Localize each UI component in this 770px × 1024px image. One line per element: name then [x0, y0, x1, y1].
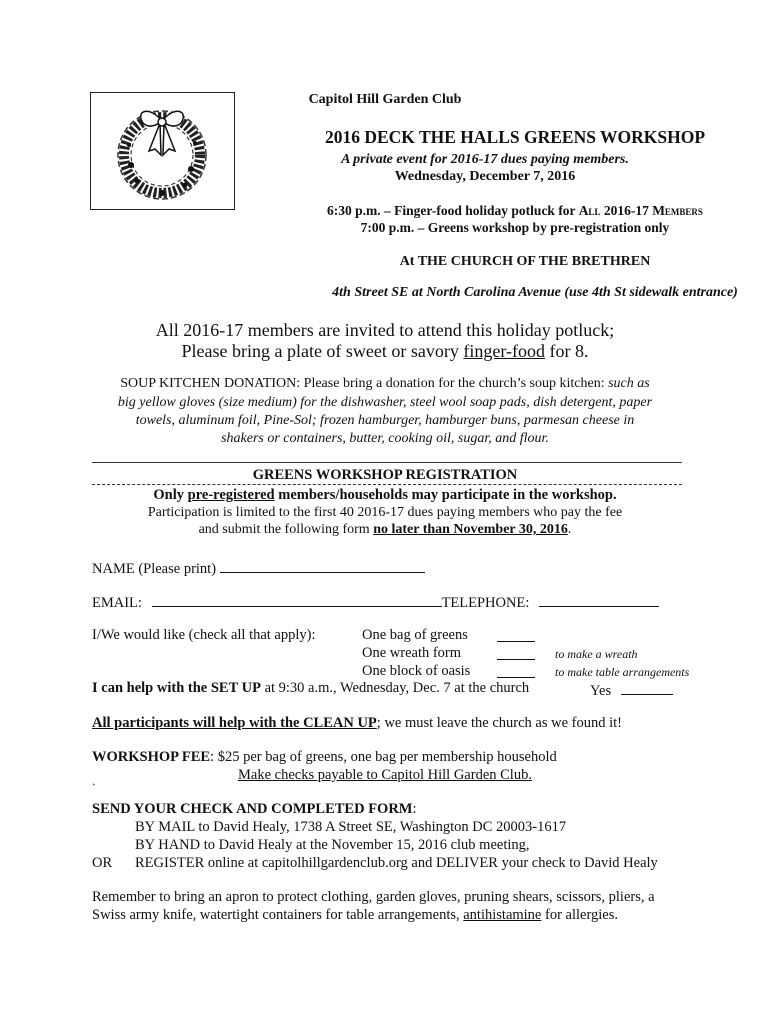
members-text: members/households may participate in the workshop. — [274, 487, 617, 503]
divider-top — [92, 462, 682, 463]
deadline-text: no later than November 30, 2016 — [373, 522, 568, 537]
venue-name: At THE CHURCH OF THE BRETHREN — [399, 254, 651, 269]
reminder-antihistamine: antihistamine — [463, 907, 542, 923]
send-by-mail: BY MAIL to David Healy, 1738 A Street SE, Washington DC 20003-1617 — [135, 819, 567, 835]
setup-yes-row — [590, 680, 673, 700]
donation-line-3: towels, aluminum foil, Pine-Sol; frozen hamburger, hamburger buns, parmesan cheese in — [135, 413, 635, 428]
telephone-label: TELEPHONE: — [441, 595, 530, 611]
wreath-logo — [90, 92, 235, 210]
schedule-line-1 — [130, 203, 770, 219]
option-greens: One bag of greens — [362, 627, 468, 643]
cleanup-row — [92, 715, 622, 732]
donation-such-as: such as — [608, 376, 650, 391]
invite-text-a: Please bring a plate of sweet or savory — [181, 341, 464, 361]
send-heading-colon: : — [412, 801, 417, 817]
invite-line-1: All 2016-17 members are invited to attend this holiday potluck; — [155, 320, 615, 340]
page-title: 2016 DECK THE HALLS GREENS WORKSHOP — [324, 127, 706, 147]
donation-line-1 — [0, 376, 770, 392]
submit-text: and submit the following form — [198, 522, 374, 537]
name-row — [92, 558, 425, 578]
schedule-line-1-members: All 2016-17 Members — [578, 203, 703, 218]
divider-bottom — [92, 484, 682, 485]
only-text: Only — [153, 487, 188, 503]
email-field[interactable] — [152, 592, 442, 607]
cleanup-label: All participants will help with the CLEAN UP — [92, 715, 377, 731]
cleanup-text: ; we must leave the church as we found it! — [376, 715, 623, 731]
setup-yes-field[interactable] — [621, 680, 673, 695]
setup-row — [92, 680, 529, 697]
option-oasis: One block of oasis — [362, 663, 471, 679]
preregistered-text: pre-registered — [187, 487, 275, 503]
email-label: EMAIL: — [92, 595, 142, 611]
name-label: NAME (Please print) — [92, 561, 217, 577]
submit-deadline — [0, 522, 770, 538]
wreath-icon — [91, 93, 234, 209]
schedule-line-1-text: 6:30 p.m. – Finger-food holiday potluck for — [327, 203, 579, 218]
stray-mark: ` — [92, 781, 96, 795]
reminder-line-2 — [92, 907, 618, 924]
registration-heading: GREENS WORKSHOP REGISTRATION — [252, 467, 518, 483]
reminder-text-c: for allergies. — [541, 907, 619, 923]
subtitle: A private event for 2016-17 dues paying members. — [341, 152, 629, 167]
fee-text: : $25 per bag of greens, one bag per membership household — [210, 749, 557, 765]
option-oasis-note: to make table arrangements — [555, 665, 690, 679]
send-or: OR — [92, 855, 113, 871]
donation-label: SOUP KITCHEN DONATION: Please bring a donation for the church’s soup kitchen: — [120, 376, 609, 391]
option-wreath: One wreath form — [362, 645, 462, 661]
option-oasis-checkbox[interactable] — [497, 663, 535, 678]
invite-text-c: for 8. — [545, 341, 589, 361]
check-label: I/We would like (check all that apply): — [92, 627, 316, 643]
club-name: Capitol Hill Garden Club — [308, 92, 462, 107]
telephone-field[interactable] — [539, 592, 659, 607]
donation-line-4: shakers or containers, butter, cooking oil, sugar, and flour. — [221, 431, 549, 446]
reminder-line-1: Remember to bring an apron to protect clothing, garden gloves, pruning shears, scissors, pliers, a — [92, 889, 655, 905]
invite-finger-food: finger-food — [463, 341, 546, 361]
setup-text: at 9:30 a.m., Wednesday, Dec. 7 at the church — [260, 680, 530, 696]
fee-row — [92, 749, 557, 766]
fee-label: WORKSHOP FEE — [92, 749, 211, 765]
name-field[interactable] — [220, 558, 425, 573]
setup-label: I can help with the SET UP — [92, 680, 261, 696]
checks-payable: Make checks payable to Capitol Hill Garden Club. — [238, 767, 532, 783]
preregistered-notice — [0, 487, 770, 504]
participation-limit: Participation is limited to the first 40 2016-17 dues paying members who pay the fee — [147, 505, 623, 520]
event-date: Wednesday, December 7, 2016 — [394, 169, 576, 184]
reminder-text-a: Swiss army knife, watertight containers for table arrangements, — [92, 907, 464, 923]
contact-row — [92, 592, 659, 612]
donation-line-2: big yellow gloves (size medium) for the dishwasher, steel wool soap pads, dish detergent, paper — [117, 395, 653, 410]
setup-yes-label: Yes — [590, 683, 612, 699]
option-wreath-checkbox[interactable] — [497, 645, 535, 660]
option-wreath-note: to make a wreath — [555, 647, 638, 661]
invite-line-2 — [0, 341, 770, 362]
send-by-hand: BY HAND to David Healy at the November 15, 2016 club meeting, — [135, 837, 530, 853]
send-heading-text: SEND YOUR CHECK AND COMPLETED FORM — [92, 801, 413, 817]
schedule-line-2: 7:00 p.m. – Greens workshop by pre-registration only — [360, 220, 670, 235]
venue-address: 4th Street SE at North Carolina Avenue (use 4th St sidewalk entrance) — [332, 285, 738, 300]
send-online: REGISTER online at capitolhillgardenclub.org and DELIVER your check to David Healy — [135, 855, 658, 871]
submit-period: . — [567, 522, 572, 537]
option-greens-checkbox[interactable] — [497, 627, 535, 642]
send-heading — [92, 801, 417, 818]
